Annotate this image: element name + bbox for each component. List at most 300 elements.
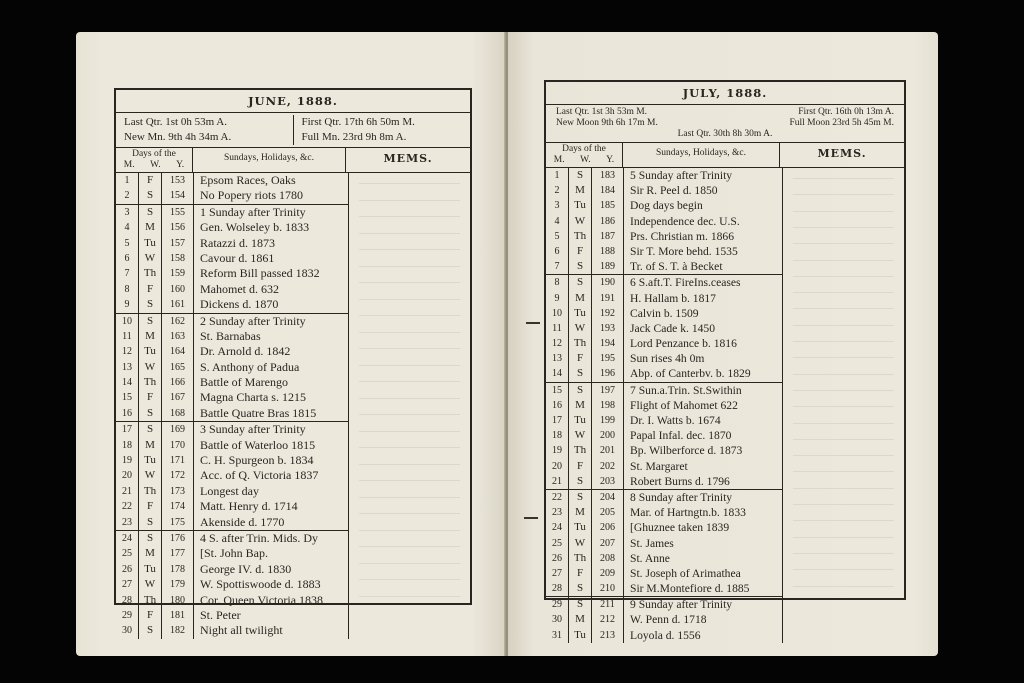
day-row (116, 406, 348, 421)
day-of-year: 181 (162, 608, 194, 623)
july-full-moon: Full Moon 23rd 5h 45m M. (789, 118, 894, 128)
day-of-month: 2 (116, 188, 139, 203)
year-col-label: Y. (606, 155, 615, 165)
day-of-week: M (569, 612, 592, 627)
day-row (116, 173, 348, 188)
mems-rule-line (359, 200, 460, 201)
right-page (508, 32, 938, 656)
mems-rule-line (359, 464, 460, 465)
mems-rule-line (793, 423, 894, 424)
day-of-week: F (569, 566, 592, 581)
june-new-moon: New Mn. 9th 4h 34m A. (124, 131, 232, 143)
day-event: Dr. I. Watts b. 1674 (630, 414, 721, 427)
day-of-week: S (569, 474, 592, 489)
day-of-month: 18 (116, 438, 139, 453)
day-row (546, 366, 782, 381)
day-of-week: F (139, 390, 162, 405)
day-row (116, 236, 348, 251)
day-of-year: 197 (592, 383, 624, 398)
day-event: Longest day (200, 483, 259, 498)
day-of-year: 155 (162, 205, 194, 220)
day-of-month: 12 (546, 336, 569, 351)
day-of-year: 212 (592, 612, 624, 627)
day-of-week: Th (139, 593, 162, 608)
day-row (546, 336, 782, 351)
day-of-year: 169 (162, 422, 194, 437)
day-row (116, 220, 348, 235)
day-of-year: 166 (162, 375, 194, 390)
day-of-month: 14 (546, 366, 569, 381)
day-row (546, 581, 782, 596)
day-of-month: 3 (116, 205, 139, 220)
day-event: Akenside d. 1770 (200, 514, 285, 529)
mems-rule-line (793, 194, 894, 195)
day-of-year: 161 (162, 297, 194, 312)
day-of-year: 198 (592, 398, 624, 413)
mems-rule-line (793, 357, 894, 358)
day-of-month: 17 (116, 422, 139, 437)
day-row (116, 546, 348, 561)
day-event: 4 S. after Trin. Mids. Dy (200, 530, 319, 545)
mems-rule-line (359, 414, 460, 415)
day-of-year: 204 (592, 490, 624, 505)
day-of-month: 16 (546, 398, 569, 413)
day-of-month: 9 (116, 297, 139, 312)
mems-rule-line (359, 431, 460, 432)
day-row (116, 608, 348, 623)
mems-rule-line (793, 227, 894, 228)
day-event: Gen. Wolseley b. 1833 (200, 220, 310, 235)
day-event: Dr. Arnold d. 1842 (200, 344, 291, 359)
day-row (546, 490, 782, 505)
day-row (116, 390, 348, 405)
day-of-year: 183 (592, 168, 624, 183)
day-row (116, 531, 348, 546)
day-row (546, 612, 782, 627)
day-of-year: 167 (162, 390, 194, 405)
day-row (546, 520, 782, 535)
day-of-year: 207 (592, 536, 624, 551)
day-event: [St. John Bap. (200, 546, 269, 561)
day-of-year: 187 (592, 229, 624, 244)
day-of-week: W (569, 214, 592, 229)
day-of-year: 170 (162, 438, 194, 453)
day-event: Dog days begin (630, 199, 703, 213)
day-of-month: 18 (546, 428, 569, 443)
day-of-week: W (139, 360, 162, 375)
day-row (116, 282, 348, 297)
day-of-year: 186 (592, 214, 624, 229)
day-row (546, 183, 782, 198)
day-row (546, 383, 782, 398)
week-block (116, 205, 348, 314)
day-of-week: S (139, 422, 162, 437)
day-of-year: 211 (592, 597, 624, 612)
week-block (546, 490, 782, 597)
day-row (546, 443, 782, 458)
day-row (116, 360, 348, 375)
day-event: W. Penn d. 1718 (630, 613, 707, 627)
mems-rule-line (793, 471, 894, 472)
day-row (116, 251, 348, 266)
day-of-year: 201 (592, 443, 624, 458)
day-of-month: 30 (546, 612, 569, 627)
day-event: Independence dec. U.S. (630, 214, 740, 228)
day-of-month: 26 (116, 562, 139, 577)
week-block (116, 531, 348, 639)
day-event: Cavour d. 1861 (200, 250, 275, 265)
mems-header: MEMS. (383, 152, 433, 165)
day-of-week: M (139, 220, 162, 235)
day-of-month: 15 (116, 390, 139, 405)
mems-rule-line (359, 596, 460, 597)
day-of-week: Th (139, 266, 162, 281)
july-mems-area[interactable] (783, 168, 904, 643)
day-event: Robert Burns d. 1796 (630, 474, 730, 488)
mems-rule-line (793, 520, 894, 521)
day-of-year: 192 (592, 306, 624, 321)
day-of-week: F (139, 499, 162, 514)
day-of-month: 29 (546, 597, 569, 612)
day-row (116, 344, 348, 359)
day-event: St. Margaret (630, 459, 688, 473)
day-of-year: 188 (592, 244, 624, 259)
day-of-month: 24 (546, 520, 569, 535)
day-of-week: S (569, 366, 592, 381)
day-row (116, 577, 348, 592)
june-moon-phases (116, 113, 470, 148)
day-event: 1 Sunday after Trinity (200, 204, 306, 219)
day-of-month: 19 (546, 443, 569, 458)
day-event: Ratazzi d. 1873 (200, 235, 275, 250)
day-event: C. H. Spurgeon b. 1834 (200, 453, 314, 468)
week-col-label: W. (580, 155, 591, 165)
day-of-week: Th (569, 551, 592, 566)
day-of-year: 162 (162, 314, 194, 329)
day-of-year: 179 (162, 577, 194, 592)
day-of-week: S (139, 406, 162, 421)
july-title: JULY, 1888. (546, 82, 904, 105)
week-block (546, 275, 782, 382)
days-header (546, 143, 623, 167)
day-row (116, 205, 348, 220)
july-rows (546, 168, 783, 643)
day-of-month: 28 (546, 581, 569, 596)
day-of-year: 173 (162, 484, 194, 499)
day-of-week: S (139, 515, 162, 530)
day-of-month: 17 (546, 413, 569, 428)
day-event: Loyola d. 1556 (630, 628, 701, 642)
mems-rule-line (359, 579, 460, 580)
day-event: Abp. of Canterbv. b. 1829 (630, 367, 751, 381)
day-of-week: Th (569, 443, 592, 458)
day-row (546, 398, 782, 413)
day-event: 5 Sunday after Trinity (630, 169, 733, 182)
day-of-month: 23 (546, 505, 569, 520)
day-event: George IV. d. 1830 (200, 561, 292, 576)
day-event: 8 Sunday after Trinity (630, 490, 733, 504)
day-of-week: F (139, 608, 162, 623)
day-of-week: S (139, 297, 162, 312)
day-row (116, 266, 348, 281)
day-of-month: 29 (116, 608, 139, 623)
day-of-week: S (569, 490, 592, 505)
day-of-year: 158 (162, 251, 194, 266)
day-of-month: 7 (116, 266, 139, 281)
mems-rule-line (359, 299, 460, 300)
day-event: Prs. Christian m. 1866 (630, 229, 735, 243)
day-row (116, 329, 348, 344)
day-of-week: W (569, 428, 592, 443)
mems-rule-line (793, 390, 894, 391)
mems-rule-line (793, 292, 894, 293)
day-of-week: F (569, 244, 592, 259)
day-of-year: 157 (162, 236, 194, 251)
day-of-week: S (139, 205, 162, 220)
week-block (116, 314, 348, 423)
day-event: Battle Quatre Bras 1815 (200, 405, 317, 420)
day-event: Sun rises 4h 0m (630, 352, 705, 366)
day-of-month: 8 (546, 275, 569, 290)
day-row (116, 515, 348, 530)
june-title: JUNE, 1888. (116, 90, 470, 113)
day-of-month: 24 (116, 531, 139, 546)
mems-rule-line (793, 374, 894, 375)
day-of-week: Th (139, 375, 162, 390)
mems-rule-line (359, 398, 460, 399)
june-first-quarter: First Qtr. 17th 6h 50m M. (301, 116, 415, 128)
day-of-month: 11 (546, 321, 569, 336)
day-of-week: S (569, 383, 592, 398)
june-last-quarter: Last Qtr. 1st 0h 53m A. (124, 116, 227, 128)
day-of-month: 27 (546, 566, 569, 581)
day-event: Bp. Wilberforce d. 1873 (630, 444, 743, 458)
day-event: Sir M.Montefiore d. 1885 (630, 582, 750, 596)
mems-rule-line (793, 341, 894, 342)
week-block (116, 173, 348, 205)
day-row (546, 214, 782, 229)
day-row (116, 453, 348, 468)
day-of-week: M (569, 398, 592, 413)
day-event: St. Anne (630, 551, 670, 565)
day-row (116, 468, 348, 483)
day-of-year: 171 (162, 453, 194, 468)
day-event: Matt. Henry d. 1714 (200, 499, 298, 514)
day-of-week: W (569, 321, 592, 336)
ribbon-mark-upper (526, 322, 540, 324)
mems-rule-line (359, 497, 460, 498)
day-of-year: 199 (592, 413, 624, 428)
day-event: St. Peter (200, 607, 241, 622)
mems-rule-line (793, 537, 894, 538)
day-row (116, 297, 348, 312)
day-row (116, 562, 348, 577)
day-row (546, 474, 782, 489)
day-of-week: W (569, 536, 592, 551)
day-of-year: 180 (162, 593, 194, 608)
day-of-month: 14 (116, 375, 139, 390)
day-of-month: 11 (116, 329, 139, 344)
day-of-year: 203 (592, 474, 624, 489)
day-of-week: Th (569, 336, 592, 351)
july-last-quarter-2: Last Qtr. 30th 8h 30m A. (677, 129, 773, 139)
day-of-month: 2 (546, 183, 569, 198)
week-block (546, 597, 782, 643)
mems-rule-line (793, 325, 894, 326)
sundays-header: Sundays, Holidays, &c. (623, 143, 780, 167)
june-mems-area[interactable] (349, 173, 470, 639)
mems-rule-line (359, 183, 460, 184)
day-row (116, 484, 348, 499)
day-of-week: S (569, 275, 592, 290)
day-row (546, 259, 782, 274)
mems-rule-line (359, 266, 460, 267)
day-of-year: 193 (592, 321, 624, 336)
day-of-year: 208 (592, 551, 624, 566)
day-of-month: 5 (546, 229, 569, 244)
mems-rule-line (793, 455, 894, 456)
day-event: 6 S.aft.T. FireIns.ceases (630, 276, 741, 290)
day-of-week: M (569, 505, 592, 520)
mems-rule-line (359, 233, 460, 234)
day-event: Battle of Waterloo 1815 (200, 437, 316, 452)
day-of-month: 10 (546, 306, 569, 321)
mems-rule-line (359, 216, 460, 217)
mems-rule-line (359, 480, 460, 481)
week-block (546, 168, 782, 275)
day-of-year: 163 (162, 329, 194, 344)
mems-rule-line (359, 381, 460, 382)
month-col-label: M. (123, 160, 135, 170)
day-of-week: M (139, 438, 162, 453)
day-of-week: M (569, 183, 592, 198)
day-row (546, 536, 782, 551)
day-of-month: 30 (116, 623, 139, 638)
day-of-week: Tu (139, 344, 162, 359)
day-event: H. Hallam b. 1817 (630, 291, 716, 305)
mems-rule-line (793, 439, 894, 440)
day-of-month: 20 (546, 459, 569, 474)
day-row (546, 168, 782, 183)
day-event: St. Joseph of Arimathea (630, 566, 741, 580)
day-of-year: 172 (162, 468, 194, 483)
day-of-year: 190 (592, 275, 624, 290)
day-of-month: 7 (546, 259, 569, 274)
day-of-month: 5 (116, 236, 139, 251)
day-row (116, 593, 348, 608)
june-rows (116, 173, 349, 639)
july-first-quarter: First Qtr. 16th 0h 13m A. (798, 107, 894, 117)
day-event: Night all twilight (200, 623, 283, 638)
day-row (546, 198, 782, 213)
day-of-year: 168 (162, 406, 194, 421)
day-of-year: 194 (592, 336, 624, 351)
day-row (116, 422, 348, 437)
mems-rule-line (793, 406, 894, 407)
week-col-label: W. (150, 160, 161, 170)
day-of-week: Tu (139, 236, 162, 251)
mems-rule-line (359, 447, 460, 448)
day-of-month: 25 (116, 546, 139, 561)
mems-rule-line (793, 276, 894, 277)
day-event: Cor. Queen Victoria 1838 (200, 592, 324, 607)
day-of-week: F (569, 459, 592, 474)
day-of-month: 10 (116, 314, 139, 329)
day-of-year: 202 (592, 459, 624, 474)
day-of-month: 19 (116, 453, 139, 468)
day-of-year: 189 (592, 259, 624, 274)
day-event: S. Anthony of Padua (200, 359, 300, 374)
day-of-week: S (139, 531, 162, 546)
day-row (546, 275, 782, 290)
day-row (546, 321, 782, 336)
day-of-year: 205 (592, 505, 624, 520)
day-of-month: 23 (116, 515, 139, 530)
day-of-week: Tu (569, 198, 592, 213)
mems-rule-line (359, 249, 460, 250)
day-of-month: 26 (546, 551, 569, 566)
day-event: 9 Sunday after Trinity (630, 598, 733, 612)
day-of-month: 20 (116, 468, 139, 483)
june-phases-left (116, 115, 293, 145)
mems-rule-line (359, 348, 460, 349)
mems-rule-line (793, 569, 894, 570)
day-event: No Popery riots 1780 (200, 188, 303, 203)
june-calendar (114, 88, 472, 638)
day-of-week: W (139, 468, 162, 483)
left-page (76, 32, 506, 656)
day-of-week: Th (569, 229, 592, 244)
day-event: St. James (630, 536, 674, 550)
day-of-month: 1 (116, 173, 139, 188)
june-phases-right (293, 115, 471, 145)
day-row (546, 351, 782, 366)
mems-rule-line (793, 488, 894, 489)
day-of-month: 27 (116, 577, 139, 592)
day-of-week: W (139, 251, 162, 266)
day-event: Mar. of Hartngtn.b. 1833 (630, 506, 746, 520)
day-of-week: Tu (139, 453, 162, 468)
days-of-the-label: Days of the (132, 149, 176, 159)
day-of-month: 15 (546, 383, 569, 398)
day-event: Papal Infal. dec. 1870 (630, 429, 732, 443)
day-row (116, 375, 348, 390)
day-of-year: 210 (592, 581, 624, 596)
day-of-year: 175 (162, 515, 194, 530)
day-row (546, 291, 782, 306)
day-row (546, 505, 782, 520)
day-of-year: 174 (162, 499, 194, 514)
mems-rule-line (359, 563, 460, 564)
day-of-week: S (569, 168, 592, 183)
day-row (546, 229, 782, 244)
day-of-year: 182 (162, 623, 194, 638)
day-row (546, 244, 782, 259)
day-event: Jack Cade k. 1450 (630, 321, 716, 335)
day-row (546, 566, 782, 581)
days-of-the-label: Days of the (562, 144, 606, 154)
day-of-month: 22 (116, 499, 139, 514)
day-of-year: 191 (592, 291, 624, 306)
day-of-month: 6 (116, 251, 139, 266)
day-event: Calvin b. 1509 (630, 306, 699, 320)
day-event: Reform Bill passed 1832 (200, 266, 320, 281)
day-of-year: 164 (162, 344, 194, 359)
mems-rule-line (359, 315, 460, 316)
day-of-week: S (139, 188, 162, 203)
mems-rule-line (793, 504, 894, 505)
day-event: 2 Sunday after Trinity (200, 313, 306, 328)
